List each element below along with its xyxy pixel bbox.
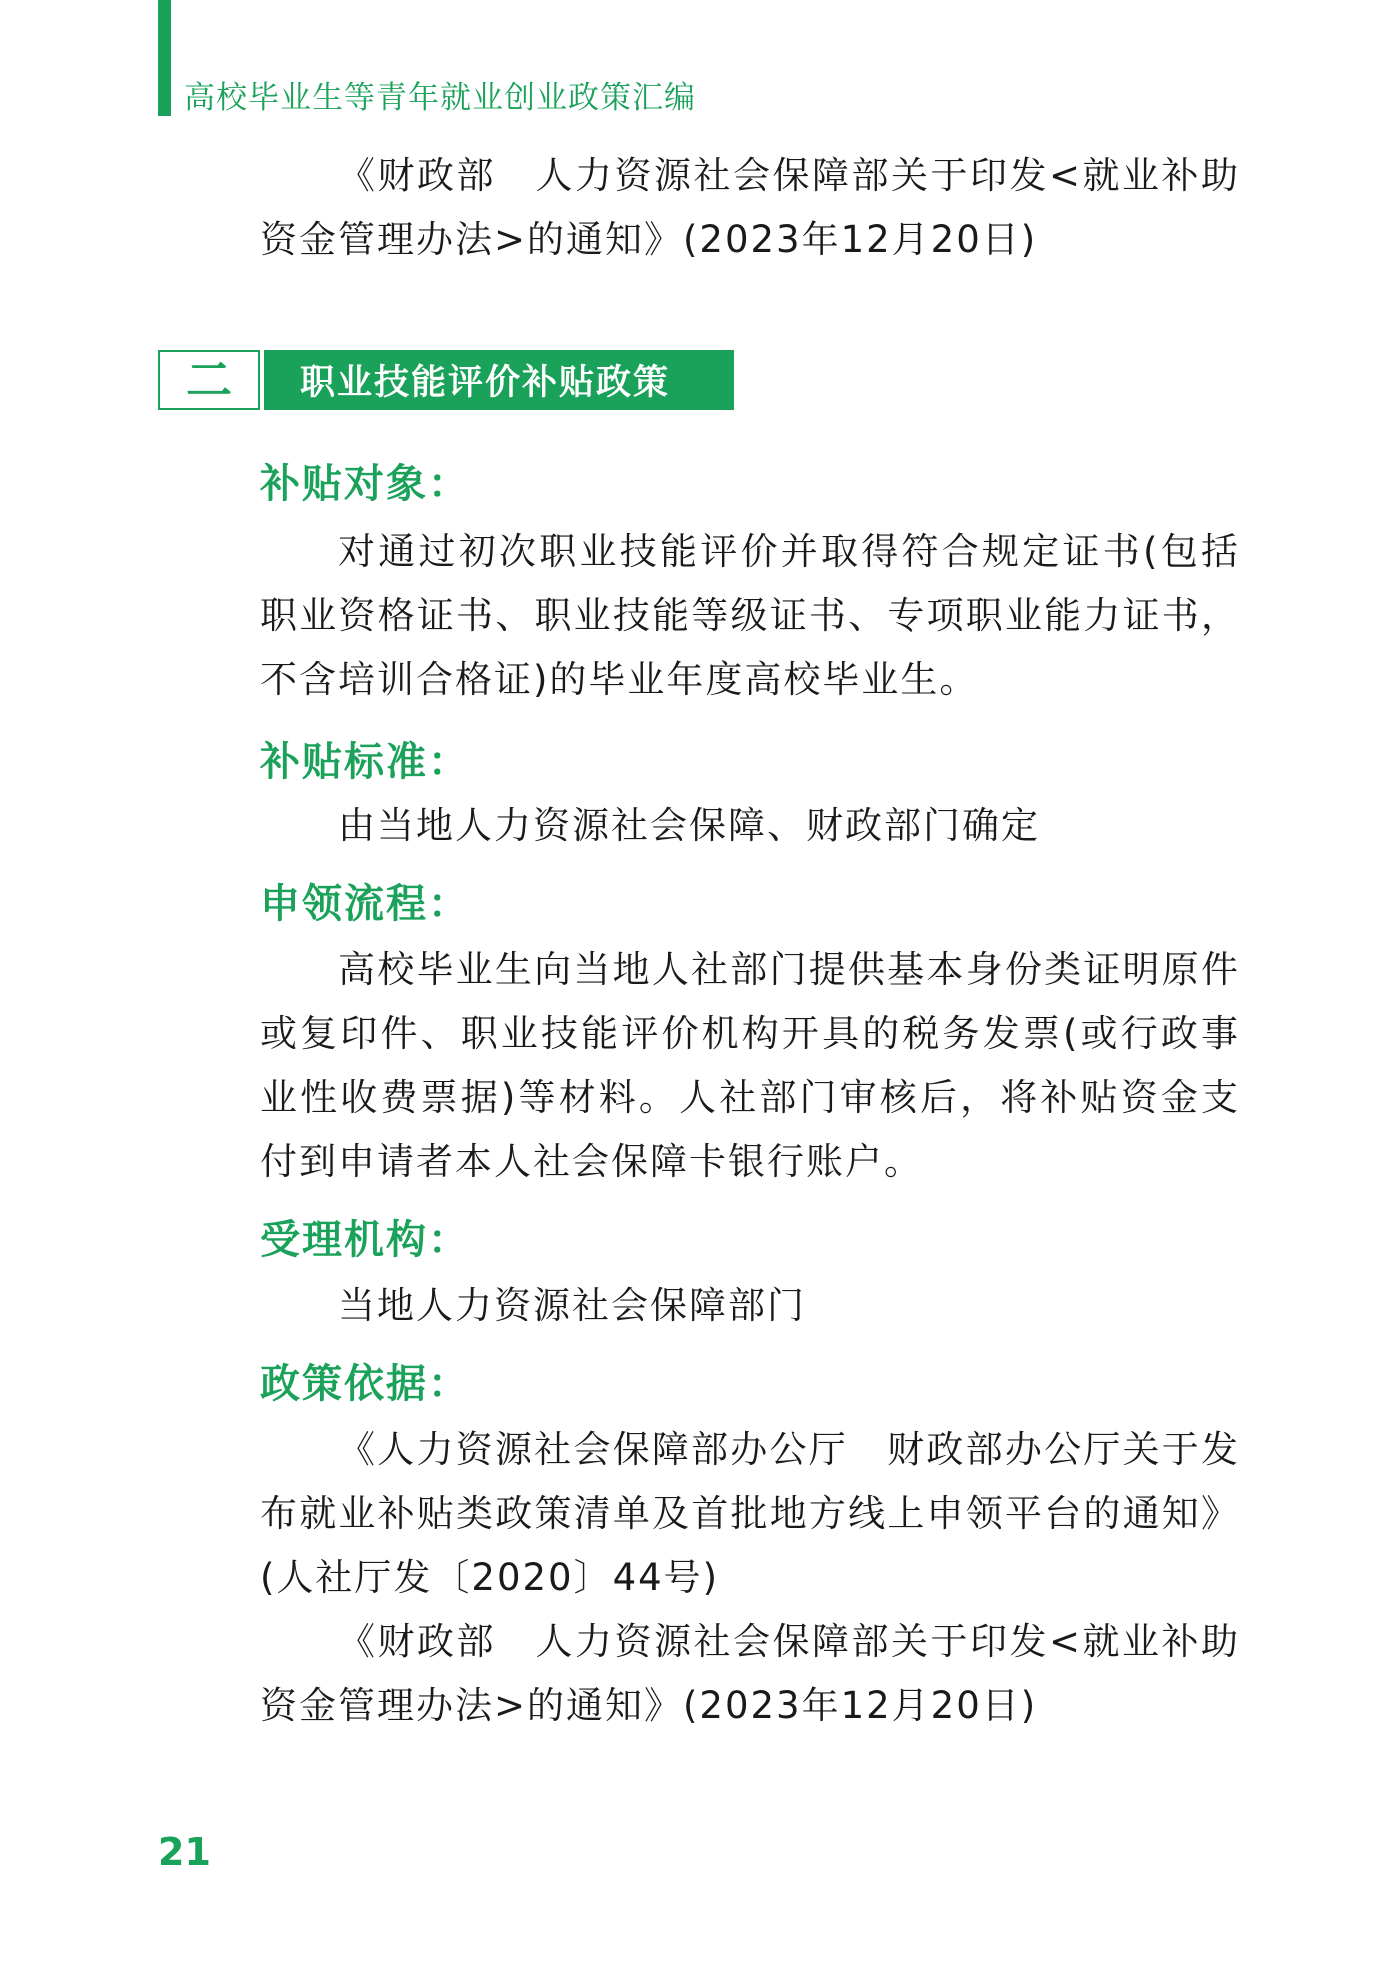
process-body (260, 938, 1240, 1194)
process-text: 高校毕业生向当地人社部门提供基本身份类证明原件或复印件、职业技能评价机构开具的税务发票(或行政事业性收费票据)等材料。人社部门审核后，将补贴资金支付到申请者本人社会保障卡银行账户。 (260, 948, 1240, 1183)
running-title: 高校毕业生等青年就业创业政策汇编 (184, 80, 696, 116)
reference-text: 《财政部 人力资源社会保障部关于印发<就业补助资金管理办法>的通知》(2023年12月20日) (260, 154, 1240, 261)
section-title: 职业技能评价补贴政策 (300, 363, 671, 403)
standard-body (260, 794, 1240, 858)
subhead-target: 补贴对象： (260, 461, 470, 507)
section-number-box (158, 350, 260, 410)
subhead-agency: 受理机构： (260, 1217, 470, 1263)
basis-item: 《财政部 人力资源社会保障部关于印发<就业补助资金管理办法>的通知》(2023年12月20日) (260, 1620, 1240, 1727)
target-text: 对通过初次职业技能评价并取得符合规定证书(包括职业资格证书、职业技能等级证书、专项职业能力证书，不含培训合格证)的毕业年度高校毕业生。 (260, 530, 1240, 701)
page-number: 21 (158, 1830, 211, 1874)
basis-body (260, 1418, 1240, 1738)
section-number: 二 (186, 353, 232, 407)
top-reference (260, 144, 1240, 272)
target-body (260, 520, 1240, 712)
agency-body (260, 1274, 1240, 1338)
standard-text: 由当地人力资源社会保障、财政部门确定 (338, 804, 1040, 847)
section-header (158, 350, 734, 410)
section-title-box (264, 350, 734, 410)
basis-item: 《人力资源社会保障部办公厅 财政部办公厅关于发布就业补贴类政策清单及首批地方线上申领平台的通知》(人社厅发〔2020〕44号) (260, 1428, 1240, 1599)
subhead-basis: 政策依据： (260, 1361, 470, 1407)
header-accent-bar (158, 0, 171, 116)
agency-text: 当地人力资源社会保障部门 (338, 1284, 806, 1327)
subhead-standard: 补贴标准： (260, 739, 470, 785)
subhead-process: 申领流程： (260, 881, 470, 927)
